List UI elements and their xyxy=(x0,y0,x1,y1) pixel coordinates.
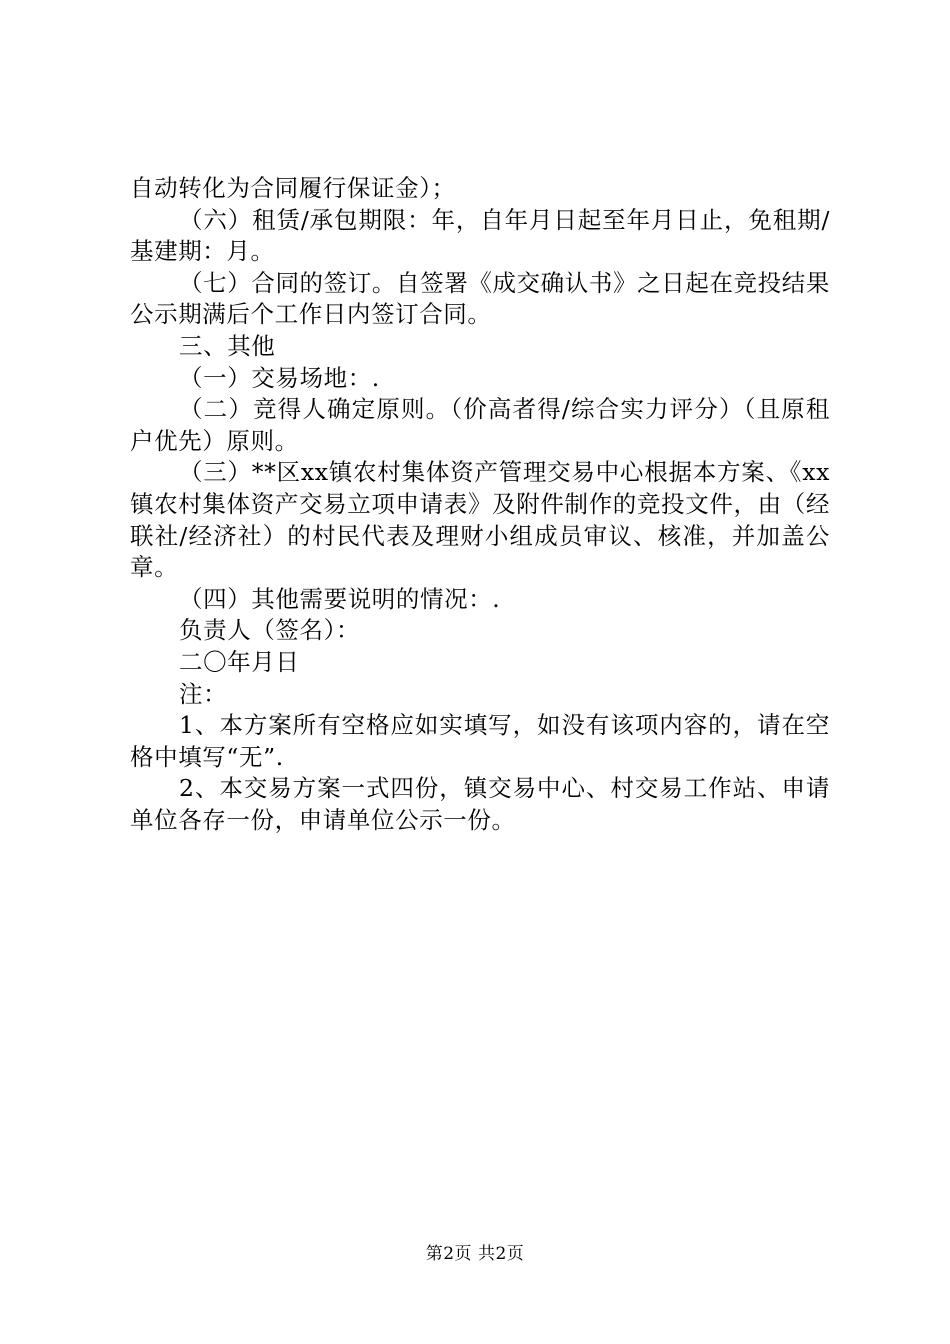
paragraph-contract-signing: （七）合同的签订。自签署《成交确认书》之日起在竞投结果公示期满后个工作日内签订合同。 xyxy=(130,268,830,329)
document-body xyxy=(130,173,830,836)
section-heading-other: 三、其他 xyxy=(179,331,276,360)
signature-line: 负责人（签名）： xyxy=(179,616,361,645)
paragraph-lease-term: （六）租赁/承包期限：年，自年月日起至年月日止，免租期/基建期：月。 xyxy=(130,205,830,266)
note-item-2: 2、本交易方案一式四份，镇交易中心、村交易工作站、申请单位各存一份，申请单位公示一份。 xyxy=(130,774,830,834)
note-item-1: 1、本方案所有空格应如实填写，如没有该项内容的，请在空格中填写“无”. xyxy=(130,711,830,771)
date-line: 二〇年月日 xyxy=(179,647,300,676)
paragraph-bidding-documents: （三）**区xx镇农村集体资产管理交易中心根据本方案、《xx镇农村集体资产交易立项申请表》及附件制作的竞投文件，由（经联社/经济社）的村民代表及理财小组成员审议、核准，并加盖公章。 xyxy=(130,458,830,582)
paragraph-winner-principle: （二）竞得人确定原则。（价高者得/综合实力评分）（且原租户优先）原则。 xyxy=(130,395,830,455)
notes-heading: 注： xyxy=(179,679,228,708)
paragraph-trading-venue: （一）交易场地：. xyxy=(179,363,380,392)
page-number-footer: 第2页 共2页 xyxy=(425,1244,525,1264)
paragraph-other-notes: （四）其他需要说明的情况：. xyxy=(179,584,501,613)
paragraph-deposit-conversion: 自动转化为合同履行保证金）； xyxy=(130,174,456,202)
